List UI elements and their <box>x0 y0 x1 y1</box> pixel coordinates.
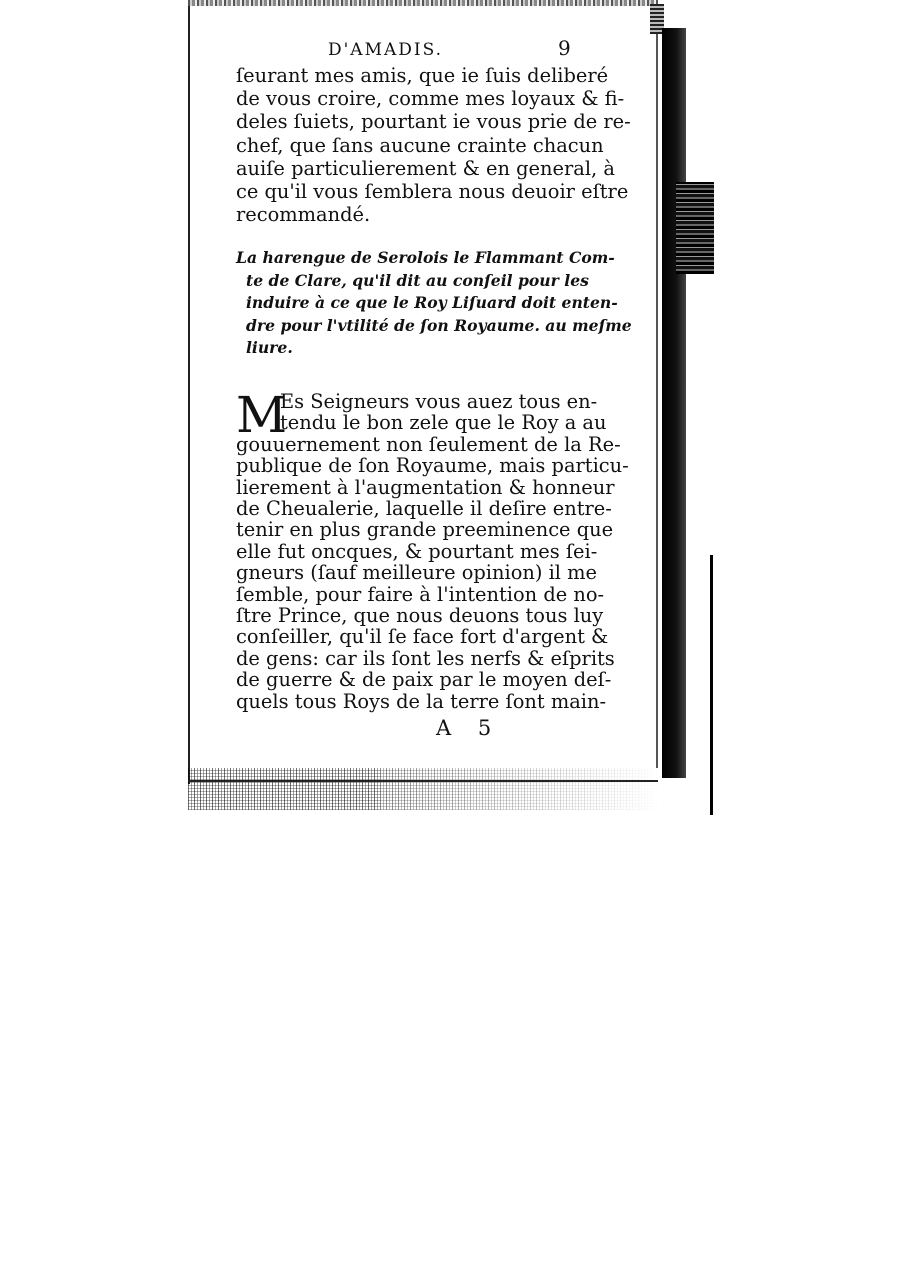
text-line: tenir en plus grande preeminence que <box>236 518 614 542</box>
text-line: de Cheualerie, laquelle il deſire entre- <box>236 496 612 520</box>
spine-notch-shadow <box>676 182 714 274</box>
text-line: lierement à l'augmentation & honneur <box>236 475 615 499</box>
heading-line: dre pour l'vtilité de ſon Royaume. au meſme <box>246 315 632 335</box>
text-line: gouuernement non ſeulement de la Re- <box>236 432 621 456</box>
text-line: tendu le bon zele que le Roy a au <box>280 411 607 435</box>
text-line: Es Seigneurs vous auez tous en- <box>280 389 598 413</box>
text-line: de guerre & de paix par le moyen deſ- <box>236 668 612 692</box>
heading-line: te de Clare, qu'il dit au conſeil pour les <box>246 270 589 290</box>
text-line: de gens: car ils ſont les nerfs & eſprits <box>236 646 615 670</box>
heading-line: liure. <box>246 338 293 358</box>
page-bottom-edge <box>188 780 658 782</box>
text-line: conſeiller, qu'il ſe face fort d'argent & <box>236 625 609 649</box>
book-spine-shadow <box>662 28 686 778</box>
gathering-signature: A 5 <box>436 716 502 741</box>
running-head <box>236 36 573 64</box>
scan-margin-rule <box>710 555 713 815</box>
text-line: elle fut oncques, & pourtant mes ſei- <box>236 539 598 563</box>
text-line: chef, que ſans aucune crainte chacun <box>236 133 604 157</box>
text-line: publique de ſon Royaume, mais particu- <box>236 454 629 478</box>
page-number: 9 <box>558 36 573 60</box>
text-line: quels tous Roys de la terre ſont main- <box>236 689 607 713</box>
drop-cap: M <box>236 385 288 444</box>
text-line: ce qu'il vous ſemblera nous deuoir eſtre <box>236 180 629 204</box>
heading-line: La harengue de Serolois le Flammant Com- <box>236 248 615 268</box>
text-line: auiſe particulierement & en general, à <box>236 156 615 180</box>
heading-line: induire à ce que le Roy Liſuard doit enten- <box>246 293 618 313</box>
text-line: ſemble, pour faire à l'intention de no- <box>236 582 605 606</box>
running-title: D'AMADIS. <box>328 40 444 60</box>
opening-paragraph <box>236 64 631 227</box>
text-line: recommandé. <box>236 203 371 227</box>
section-heading <box>236 247 632 360</box>
text-line: de vous croire, comme mes loyaux & fi- <box>236 87 625 111</box>
text-line: ſtre Prince, que nous deuons tous luy <box>236 603 604 627</box>
text-line: gneurs (ſauf meilleure opinion) il me <box>236 561 598 585</box>
page-text <box>236 36 632 744</box>
text-line: deles ſuiets, pourtant ie vous prie de re- <box>236 110 631 134</box>
speech-paragraph <box>236 385 629 713</box>
bottom-scan-noise-fade <box>380 768 660 810</box>
text-line: ſeurant mes amis, que ie ſuis deliberé <box>236 64 609 87</box>
signature-mark <box>236 714 570 744</box>
